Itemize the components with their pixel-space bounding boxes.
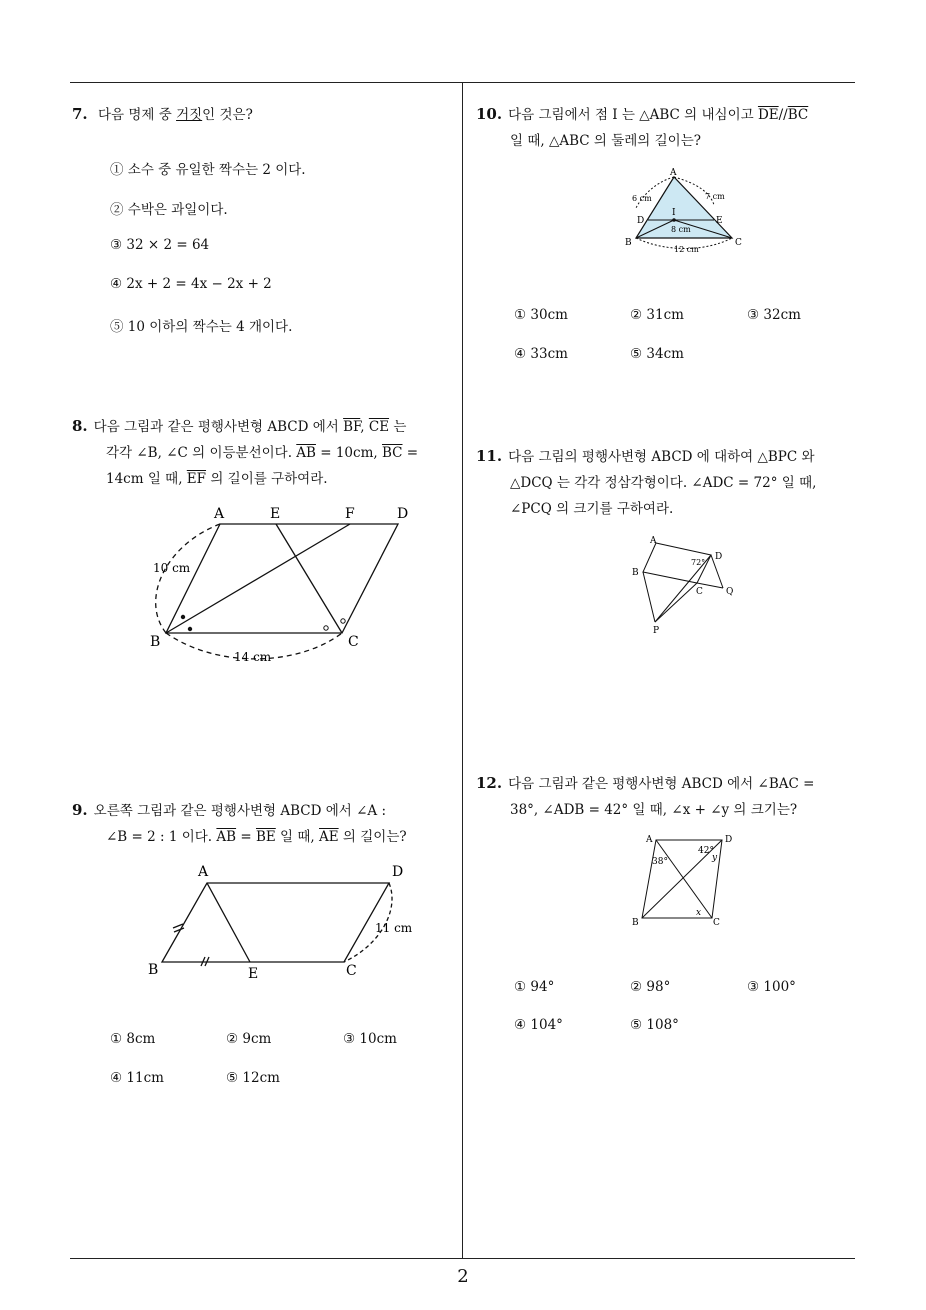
question-10: 10. 다음 그림에서 점 I 는 △ABC 의 내심이고 $\overline{DE}//\overline{BC}$ 일 때, △ABC 의 둘레의 길이는? [476, 105, 809, 149]
point-label-e: E [716, 216, 723, 226]
question-number: 10. [476, 105, 503, 123]
point-label-d: D [725, 835, 733, 845]
angle-x-label: x [696, 908, 702, 918]
q12-choice-4[interactable]: ④ 104° [514, 1017, 563, 1033]
side-length-label: 10 cm [153, 561, 191, 575]
question-12: 12. 다음 그림과 같은 평행사변형 ABCD 에서 ∠BAC = 38°, ∠ADB = 42° 일 때, ∠x + ∠y 의 크기는? [476, 774, 815, 818]
question-8: 8. 다음 그림과 같은 평행사변형 ABCD 에서 $\overline{BF}$, $\overline{CE}$ 는 각각 ∠B, ∠C 의 이등분선이다. $\overline{AB} = 10cm$, $\overline{BC}$ = 14cm 일 때, $\overline{EF}$ 의 길이를 구하여라. [72, 417, 419, 487]
length-bc: 12 cm [674, 245, 699, 254]
point-label-d: D [392, 864, 404, 880]
point-label-a: A [650, 536, 657, 546]
q10-choice-1[interactable]: ① 30cm [514, 307, 568, 323]
point-label-a: A [646, 835, 653, 845]
q10-choice-3[interactable]: ③ 32cm [747, 307, 801, 323]
point-label-b: B [632, 568, 639, 578]
q12-choice-5[interactable]: ⑤ 108° [630, 1017, 679, 1033]
angle-y-label: y [712, 853, 718, 863]
point-label-f: F [345, 506, 355, 522]
point-label-p: P [653, 626, 660, 636]
angle-label: 72° [691, 558, 706, 567]
point-label-c: C [348, 634, 359, 650]
point-label-i: I [672, 208, 676, 218]
q7-choice-4[interactable]: ④ 2x + 2 = 4x − 2x + 2 [110, 276, 272, 292]
emphasis: 거짓 [176, 107, 203, 123]
angle-38-label: 38° [652, 857, 668, 867]
point-label-e: E [248, 966, 259, 982]
point-label-b: B [632, 918, 639, 928]
point-label-b: B [150, 634, 161, 650]
q10-choice-5[interactable]: ⑤ 34cm [630, 346, 684, 362]
length-ac: 7 cm [705, 192, 725, 201]
q12-choice-1[interactable]: ① 94° [514, 979, 555, 995]
question-number: 11. [476, 447, 503, 465]
question-11: 11. 다음 그림의 평행사변형 ABCD 에 대하여 △BPC 와 △DCQ 는 각각 정삼각형이다. ∠ADC = 72° 일 때, ∠PCQ 의 크기를 구하여라. [476, 447, 817, 517]
length-ab: 6 cm [632, 194, 652, 203]
point-label-b: B [148, 962, 159, 978]
question-number: 8. [72, 417, 88, 435]
angle-42-label: 42° [698, 846, 714, 856]
point-label-d: D [715, 552, 723, 562]
point-label-c: C [713, 918, 720, 928]
q7-choice-3[interactable]: ③ 32 × 2 = 64 [110, 237, 210, 253]
point-label-c: C [735, 238, 742, 248]
point-label-e: E [270, 506, 281, 522]
question-number: 12. [476, 774, 503, 792]
q7-choice-2[interactable]: ② 수박은 과일이다. [110, 202, 228, 218]
point-label-q: Q [726, 587, 734, 597]
point-label-d: D [637, 216, 645, 226]
q7-choice-1[interactable]: ① 소수 중 유일한 짝수는 2 이다. [110, 162, 306, 178]
point-label-b: B [625, 238, 632, 248]
point-label-c: C [346, 963, 357, 979]
q9-choice-5[interactable]: ⑤ 12cm [226, 1070, 280, 1086]
question-stem: 다음 명제 중 거짓인 것은? [97, 107, 253, 123]
q10-choice-2[interactable]: ② 31cm [630, 307, 684, 323]
question-9: 9. 오른쪽 그림과 같은 평행사변형 ABCD 에서 ∠A : ∠B = 2 : 1 이다. $\overline{AB} = \overline{BE}$ 일 때, $\overline{AE}$ 의 길이는? [72, 801, 407, 845]
q9-choice-1[interactable]: ① 8cm [110, 1031, 156, 1047]
page-number: 2 [457, 1266, 469, 1287]
question-number: 9. [72, 801, 88, 819]
q9-choice-2[interactable]: ② 9cm [226, 1031, 272, 1047]
side-length-label: 11 cm [375, 921, 413, 935]
q7-choice-5[interactable]: ⑤ 10 이하의 짝수는 4 개이다. [110, 319, 293, 335]
point-label-a: A [670, 168, 677, 178]
q10-choice-4[interactable]: ④ 33cm [514, 346, 568, 362]
q9-choice-4[interactable]: ④ 11cm [110, 1070, 164, 1086]
q12-choice-2[interactable]: ② 98° [630, 979, 671, 995]
question-number: 7. [72, 105, 88, 123]
base-length-label: 14 cm [234, 650, 272, 664]
q12-choice-3[interactable]: ③ 100° [747, 979, 796, 995]
point-label-c: C [696, 587, 703, 597]
q9-choice-3[interactable]: ③ 10cm [343, 1031, 397, 1047]
length-de: 8 cm [671, 225, 691, 234]
point-label-a: A [198, 864, 209, 880]
point-label-a: A [214, 506, 225, 522]
point-label-d: D [397, 506, 409, 522]
